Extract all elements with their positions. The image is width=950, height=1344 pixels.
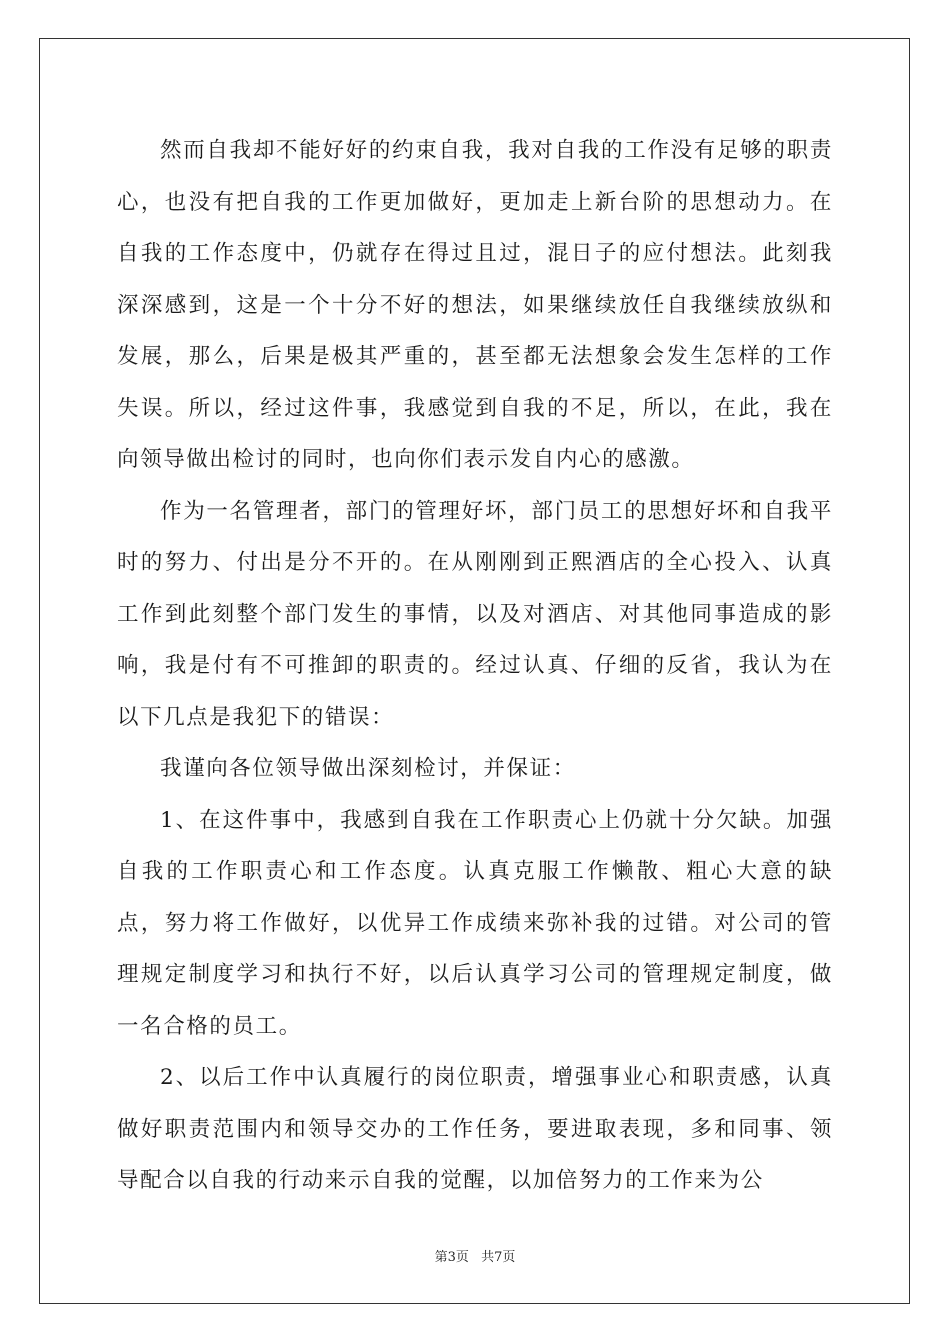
- page-number-current: 第3页: [434, 1250, 469, 1265]
- paragraph-3: 我谨向各位领导做出深刻检讨，并保证：: [160, 756, 576, 781]
- paragraph-2: 作为一名管理者，部门的管理好坏，部门员工的思想好坏和自我平时的努力、付出是分不开的。在从刚刚到正熙酒店的全心投入、认真工作到此刻整个部门发生的事情，以及对酒店、对其他同事造成的影响，我是付有不可推卸的职责的。经过认真、仔细的反省，我认为在以下几点是我犯下的错误：: [117, 498, 833, 730]
- paragraph-4: 1、在这件事中，我感到自我在工作职责心上仍就十分欠缺。加强自我的工作职责心和工作态度。认真克服工作懒散、粗心大意的缺点，努力将工作做好，以优异工作成绩来弥补我的过错。对公司的管理规定制度学习和执行不好，以后认真学习公司的管理规定制度，做一名合格的员工。: [117, 807, 833, 1039]
- page-footer: [0, 1246, 950, 1265]
- page-number-total: 共7页: [481, 1250, 516, 1265]
- paragraph-1: 然而自我却不能好好的约束自我，我对自我的工作没有足够的职责心，也没有把自我的工作更加做好，更加走上新台阶的思想动力。在自我的工作态度中，仍就存在得过且过，混日子的应付想法。此刻我深深感到，这是一个十分不好的想法，如果继续放任自我继续放纵和发展，那么，后果是极其严重的，甚至都无法想象会发生怎样的工作失误。所以，经过这件事，我感觉到自我的不足，所以，在此，我在向领导做出检讨的同时，也向你们表示发自内心的感激。: [117, 138, 833, 472]
- document-body: [117, 125, 833, 1207]
- paragraph-5: 2、以后工作中认真履行的岗位职责，增强事业心和职责感，认真做好职责范围内和领导交办的工作任务，要进取表现，多和同事、领导配合以自我的行动来示自我的觉醒，以加倍努力的工作来为公: [117, 1065, 833, 1193]
